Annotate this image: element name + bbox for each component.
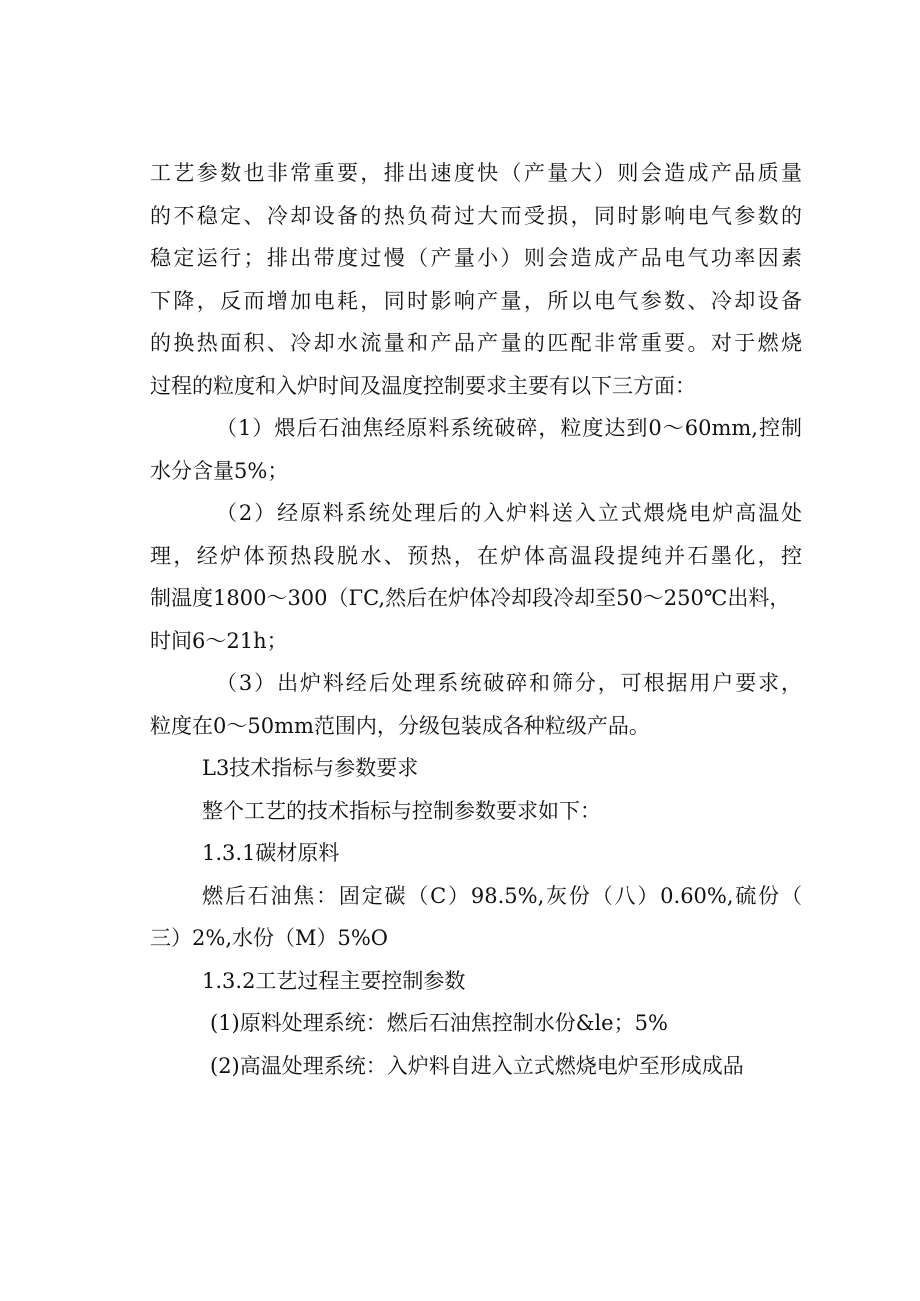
list-item-2-cont: 时间6～21h； bbox=[150, 628, 288, 653]
paragraph-line: 整个工艺的技术指标与控制参数要求如下： bbox=[202, 798, 601, 823]
subsection-heading: 1.3.2工艺过程主要控制参数 bbox=[202, 968, 466, 993]
list-item-3: （3）出炉料经后处理系统破碎和筛分，可根据用户要求， bbox=[216, 671, 802, 695]
param-item-2: (2)高温处理系统：入炉料自进入立式燃烧电炉至形成成品 bbox=[210, 1053, 744, 1078]
paragraph-line: 下降，反而增加电耗，同时影响产量，所以电气参数、冷却设备 bbox=[150, 288, 802, 313]
spec-line: 燃后石油焦：固定碳（C）98.5%,灰份（八）0.60%,硫份（ bbox=[202, 883, 802, 908]
param-item-1: (1)原料处理系统：燃后石油焦控制水份&le；5% bbox=[210, 1011, 668, 1035]
list-item-2-cont: 制温度1800～300（ΓC,然后在炉体冷却段冷却至50～250℃出料， bbox=[150, 586, 791, 610]
document-body bbox=[150, 152, 802, 1087]
list-item-3-cont: 粒度在0～50mm范围内，分级包装成各种粒级产品。 bbox=[150, 713, 650, 738]
section-heading: L3技术指标与参数要求 bbox=[202, 756, 419, 780]
spec-line-cont: 三）2%,水份（M）5%O bbox=[150, 926, 389, 950]
list-item-2: （2）经原料系统处理后的入炉料送入立式煨烧电炉高温处 bbox=[216, 501, 802, 525]
list-item-2-cont: 理，经炉体预热段脱水、预热，在炉体高温段提纯并石墨化，控 bbox=[150, 543, 802, 568]
paragraph-line: 的不稳定、冷却设备的热负荷过大而受损，同时影响电气参数的 bbox=[150, 203, 802, 228]
list-item-1-cont: 水分含量5%； bbox=[150, 458, 289, 483]
list-item-1: （1）煨后石油焦经原料系统破碎，粒度达到0～60mm,控制 bbox=[216, 416, 802, 440]
subsection-heading: 1.3.1碳材原料 bbox=[202, 841, 340, 865]
paragraph-line: 过程的粒度和入炉时间及温度控制要求主要有以下三方面： bbox=[150, 373, 696, 398]
paragraph-line: 的换热面积、冷却水流量和产品产量的匹配非常重要。对于燃烧 bbox=[150, 331, 802, 355]
paragraph-line: 稳定运行；排出带度过慢（产量小）则会造成产品电气功率因素 bbox=[150, 246, 802, 270]
paragraph-line: 工艺参数也非常重要，排出速度快（产量大）则会造成产品质量 bbox=[150, 161, 802, 185]
